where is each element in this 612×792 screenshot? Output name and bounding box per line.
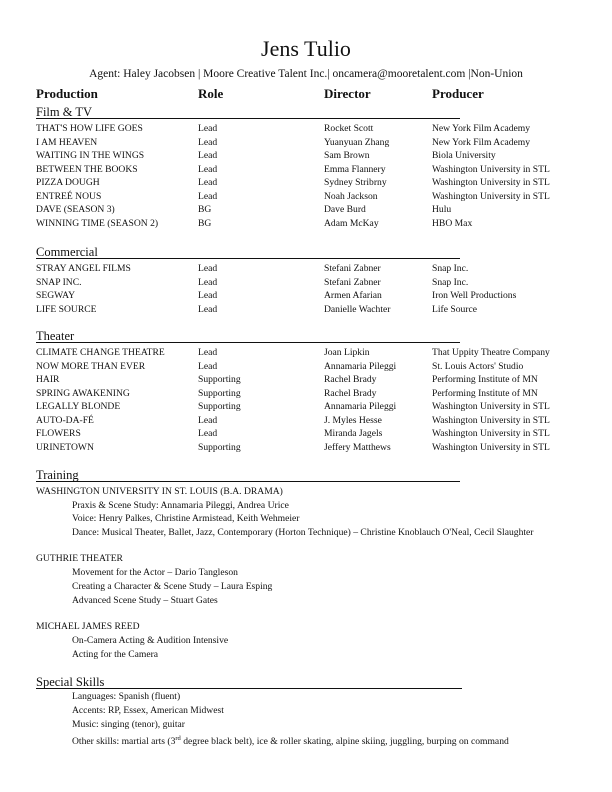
credit-producer: Hulu: [432, 204, 452, 215]
credit-director: Rachel Brady: [324, 374, 377, 385]
credit-role: Lead: [198, 428, 218, 439]
credit-row: [36, 427, 576, 441]
credit-production: PIZZA DOUGH: [36, 177, 100, 188]
section-title-film-tv: Film & TV: [36, 105, 93, 119]
agent-contact-line: Agent: Haley Jacobsen | Moore Creative Talent Inc.| oncamera@mooretalent.com |Non-Union: [89, 68, 523, 80]
credit-role: Lead: [198, 136, 218, 148]
credit-production: WAITING IN THE WINGS: [36, 150, 145, 161]
credit-director: Joan Lipkin: [324, 347, 370, 358]
credit-production: SEGWAY: [36, 290, 76, 301]
credit-production: AUTO-DA-FÉ: [36, 414, 94, 426]
section-rule: [36, 342, 460, 343]
credit-director: Sam Brown: [324, 150, 370, 161]
credit-production: ENTREÉ NOUS: [36, 190, 102, 202]
credit-row: [36, 122, 576, 136]
credit-production: THAT'S HOW LIFE GOES: [36, 123, 143, 134]
credit-production: WINNING TIME (SEASON 2): [36, 217, 159, 229]
credit-producer: Performing Institute of MN: [432, 374, 538, 385]
credit-director: Dave Burd: [324, 204, 366, 215]
credit-producer: New York Film Academy: [432, 136, 531, 148]
credit-director: Stefani Zabner: [324, 276, 381, 288]
credit-producer: That Uppity Theatre Company: [432, 347, 550, 358]
credit-director: Armen Afarian: [324, 290, 382, 301]
credit-production: I AM HEAVEN: [36, 136, 98, 148]
credit-role: Supporting: [198, 374, 241, 385]
section-title-special-skills: Special Skills: [36, 675, 105, 689]
skill-music: Music: singing (tenor), guitar: [72, 719, 185, 730]
credit-row: [36, 190, 576, 204]
credit-row: [36, 176, 576, 190]
skill-accents: Accents: RP, Essex, American Midwest: [72, 705, 224, 716]
credit-role: BG: [198, 217, 212, 229]
credit-director: Sydney Stribrny: [324, 177, 387, 188]
credit-producer: Snap Inc.: [432, 263, 469, 274]
credit-role: Lead: [198, 150, 218, 161]
credit-role: BG: [198, 204, 212, 215]
credit-director: Stefani Zabner: [324, 263, 381, 274]
credit-role: Lead: [198, 276, 218, 288]
school-name: GUTHRIE THEATER: [36, 553, 123, 564]
credit-row: [36, 136, 576, 150]
section-title-training: Training: [36, 468, 79, 482]
section-rule: [36, 688, 462, 689]
training-line: Dance: Musical Theater, Ballet, Jazz, Contemporary (Horton Technique) – Christine Knoblauch O'Neal, Cecil Slaughter: [72, 527, 534, 538]
credit-role: Lead: [198, 177, 218, 188]
credit-director: Miranda Jagels: [324, 428, 383, 439]
credit-row: [36, 373, 576, 387]
credit-row: [36, 303, 576, 317]
credit-director: Adam McKay: [324, 217, 379, 229]
credit-director: J. Myles Hesse: [324, 414, 382, 426]
credit-row: [36, 203, 576, 217]
credit-production: STRAY ANGEL FILMS: [36, 263, 131, 274]
credit-role: Lead: [198, 347, 218, 358]
credit-production: FLOWERS: [36, 428, 81, 439]
credit-row: [36, 163, 576, 177]
section-rule: [36, 481, 460, 482]
credit-director: Annamaria Pileggi: [324, 401, 397, 412]
credit-director: Emma Flannery: [324, 163, 386, 175]
column-header-director: Director: [324, 86, 371, 101]
credit-row: [36, 262, 576, 276]
credit-director: Rocket Scott: [324, 123, 374, 134]
credit-producer: Life Source: [432, 303, 478, 315]
credit-row: [36, 149, 576, 163]
column-header-production: Production: [36, 86, 98, 101]
section-title-theater: Theater: [36, 329, 75, 343]
credit-production: NOW MORE THAN EVER: [36, 360, 146, 372]
training-line: On-Camera Acting & Audition Intensive: [72, 635, 229, 646]
credit-producer: Washington University in STL: [432, 163, 550, 175]
credit-producer: Washington University in STL: [432, 441, 550, 453]
credit-production: URINETOWN: [36, 441, 94, 453]
skill-other-suffix: degree black belt), ice & roller skating, alpine skiing, juggling, burping on command: [180, 736, 509, 748]
credit-producer: HBO Max: [432, 217, 473, 229]
credit-role: Supporting: [198, 401, 241, 412]
credit-row: [36, 289, 576, 303]
section-rule: [36, 118, 460, 119]
credit-production: SPRING AWAKENING: [36, 387, 130, 399]
credit-role: Lead: [198, 163, 218, 175]
credit-production: BETWEEN THE BOOKS: [36, 163, 138, 175]
credit-role: Lead: [198, 290, 218, 301]
credit-production: LEGALLY BLONDE: [36, 401, 121, 412]
training-line: Acting for the Camera: [72, 649, 159, 660]
school-name: MICHAEL JAMES REED: [36, 621, 140, 632]
credit-producer: St. Louis Actors' Studio: [432, 360, 524, 372]
credit-role: Lead: [198, 190, 218, 202]
credit-role: Supporting: [198, 387, 241, 399]
credit-row: [36, 217, 576, 231]
credit-row: [36, 400, 576, 414]
school-name: WASHINGTON UNIVERSITY IN ST. LOUIS (B.A. DRAMA): [36, 486, 283, 497]
training-line: Advanced Scene Study – Stuart Gates: [72, 595, 218, 606]
section-title-commercial: Commercial: [36, 245, 98, 259]
section-rule: [36, 258, 460, 259]
credit-producer: Performing Institute of MN: [432, 387, 538, 399]
credit-director: Annamaria Pileggi: [324, 360, 397, 372]
credit-director: Yuanyuan Zhang: [324, 136, 390, 148]
skill-languages: Languages: Spanish (fluent): [72, 691, 181, 702]
training-line: Praxis & Scene Study: Annamaria Pileggi, Andrea Urice: [72, 500, 289, 511]
skill-other-superscript: rd: [175, 735, 181, 742]
credit-producer: Washington University in STL: [432, 428, 550, 439]
credit-producer: Washington University in STL: [432, 190, 550, 202]
credit-row: [36, 346, 576, 360]
credit-production: DAVE (SEASON 3): [36, 204, 115, 215]
credit-producer: Washington University in STL: [432, 414, 550, 426]
credit-director: Danielle Wachter: [324, 303, 391, 315]
credit-row: [36, 276, 576, 290]
credit-row: [36, 414, 576, 428]
credit-role: Lead: [198, 123, 218, 134]
credit-director: Noah Jackson: [324, 190, 378, 202]
skill-other: [72, 732, 509, 749]
training-line: Creating a Character & Scene Study – Laura Esping: [72, 581, 273, 592]
credit-producer: Washington University in STL: [432, 401, 550, 412]
column-header-role: Role: [198, 86, 224, 101]
credit-row: [36, 441, 576, 455]
credit-producer: Snap Inc.: [432, 276, 469, 288]
credit-producer: Washington University in STL: [432, 177, 550, 188]
credit-role: Lead: [198, 263, 218, 274]
credit-production: CLIMATE CHANGE THEATRE: [36, 347, 165, 358]
credit-production: SNAP INC.: [36, 276, 82, 288]
training-line: Movement for the Actor – Dario Tangleson: [72, 567, 238, 578]
credit-producer: New York Film Academy: [432, 123, 531, 134]
credit-role: Lead: [198, 303, 218, 315]
skill-other-prefix: Other skills: martial arts (3: [72, 736, 176, 748]
credit-producer: Iron Well Productions: [432, 290, 517, 301]
credit-role: Supporting: [198, 441, 241, 453]
credit-director: Rachel Brady: [324, 387, 377, 399]
credit-production: LIFE SOURCE: [36, 303, 97, 315]
credit-role: Lead: [198, 360, 218, 372]
credit-producer: Biola University: [432, 150, 496, 161]
training-line: Voice: Henry Palkes, Christine Armistead, Keith Wehmeier: [72, 513, 300, 524]
actor-name: Jens Tulio: [261, 36, 351, 61]
credit-production: HAIR: [36, 374, 60, 385]
credit-director: Jeffery Matthews: [324, 441, 391, 453]
credit-row: [36, 387, 576, 401]
column-header-producer: Producer: [432, 86, 484, 101]
credit-row: [36, 360, 576, 374]
credit-role: Lead: [198, 414, 218, 426]
